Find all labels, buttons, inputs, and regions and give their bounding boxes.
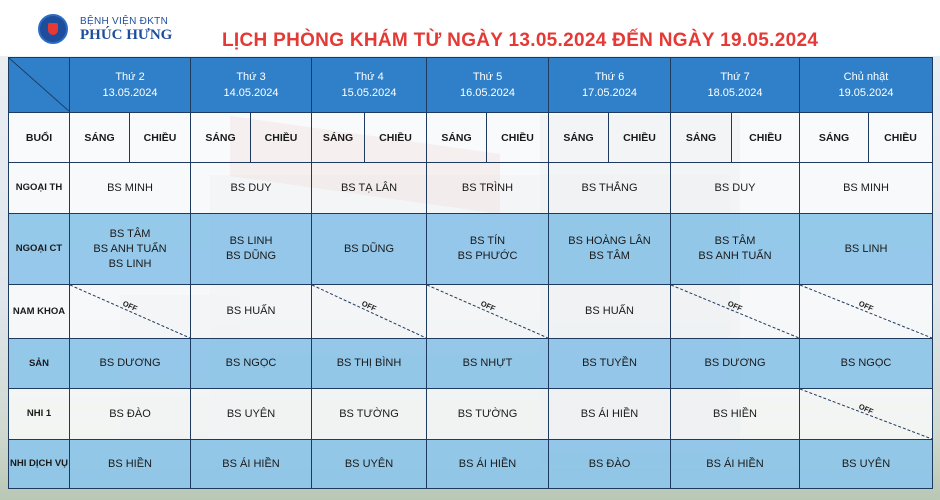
- doctor-cell: [800, 339, 933, 389]
- doctor-name: BS LINH: [229, 235, 273, 247]
- doctor-cell: [312, 339, 427, 389]
- doctor-name: BS ĐÀO: [588, 457, 631, 470]
- session-morning: SÁNG: [549, 113, 609, 163]
- doctor-name: BS HUẤN: [585, 305, 634, 317]
- doctor-cell: [312, 214, 427, 285]
- off-label: OFF: [857, 299, 875, 314]
- doctor-cell: [427, 389, 549, 440]
- day-date: 16.05.2024: [459, 87, 516, 99]
- session-morning: SÁNG: [427, 113, 487, 163]
- department-label: NAM KHOA: [9, 285, 70, 339]
- day-header: [800, 58, 933, 113]
- hospital-name-line2: PHÚC HƯNG: [80, 27, 173, 43]
- schedule-row: [9, 285, 933, 339]
- corner-cell: [9, 58, 70, 113]
- session-morning: SÁNG: [312, 113, 365, 163]
- schedule-row: [9, 214, 933, 285]
- doctor-cell: [191, 339, 312, 389]
- doctor-name: BS UYÊN: [344, 457, 394, 470]
- doctor-name: BS HIỀN: [107, 457, 152, 470]
- doctor-name: BS UYÊN: [226, 407, 276, 420]
- doctor-name: BS DŨNG: [225, 250, 277, 262]
- doctor-name: BS TÂM: [589, 250, 630, 262]
- day-date: 18.05.2024: [707, 87, 763, 99]
- session-morning: SÁNG: [191, 113, 251, 163]
- doctor-name: BS UYÊN: [841, 457, 891, 470]
- day-name: Thứ 6: [594, 71, 625, 83]
- doctor-name: BS MINH: [843, 181, 889, 194]
- doctor-name: BS TƯỜNG: [339, 407, 399, 420]
- session-afternoon: CHIỀU: [130, 113, 191, 163]
- doctor-cell: [671, 389, 800, 440]
- doctor-cell: [800, 440, 933, 489]
- doctor-cell: [312, 389, 427, 440]
- doctor-cell: [191, 389, 312, 440]
- schedule-row: [9, 389, 933, 440]
- session-afternoon: CHIỀU: [869, 113, 933, 163]
- day-header: [549, 58, 671, 113]
- doctor-cell: [70, 339, 191, 389]
- off-label: OFF: [478, 299, 497, 314]
- doctor-name: BS NGỌC: [225, 357, 277, 369]
- doctor-name: BS MINH: [107, 181, 153, 194]
- doctor-cell: [427, 214, 549, 285]
- doctor-cell: [70, 214, 191, 285]
- page-title: LỊCH PHÒNG KHÁM TỪ NGÀY 13.05.2024 ĐẾN NGÀY 19.05.2024: [222, 30, 819, 51]
- off-cell: [800, 389, 933, 440]
- doctor-cell: [312, 440, 427, 489]
- doctor-name: BS TÂM: [714, 235, 756, 247]
- doctor-name: BS ÁI HIỀN: [222, 457, 280, 470]
- session-header-row: [9, 113, 933, 163]
- day-name: Chủ nhật: [843, 71, 889, 83]
- session-afternoon: CHIỀU: [609, 113, 671, 163]
- doctor-name: BS DUY: [230, 181, 272, 194]
- doctor-cell: [671, 440, 800, 489]
- schedule-row: [9, 163, 933, 214]
- doctor-name: BS DUY: [714, 181, 756, 194]
- page-header: [0, 0, 940, 56]
- doctor-name: BS ÁI HIỀN: [580, 407, 639, 420]
- doctor-cell: [191, 214, 312, 285]
- doctor-cell: [549, 214, 671, 285]
- day-header: [70, 58, 191, 113]
- doctor-name: BS ÁI HIỀN: [458, 457, 517, 470]
- day-header: [312, 58, 427, 113]
- doctor-cell: [191, 163, 312, 214]
- doctor-cell: [70, 389, 191, 440]
- doctor-cell: [549, 440, 671, 489]
- department-label: NGOẠI TH: [9, 163, 70, 214]
- department-label: SẢN: [9, 339, 70, 389]
- session-afternoon: CHIỀU: [732, 113, 800, 163]
- doctor-cell: [70, 440, 191, 489]
- doctor-name: BS NHỰT: [462, 357, 513, 369]
- doctor-name: BS HIỀN: [712, 407, 757, 420]
- off-label: OFF: [726, 299, 744, 314]
- doctor-cell: [191, 440, 312, 489]
- session-morning: SÁNG: [671, 113, 732, 163]
- session-afternoon: CHIỀU: [251, 113, 312, 163]
- doctor-cell: [312, 163, 427, 214]
- doctor-cell: [800, 163, 933, 214]
- off-label: OFF: [857, 401, 875, 417]
- day-header: [671, 58, 800, 113]
- doctor-name: BS LINH: [844, 242, 888, 255]
- doctor-name: BS THỊ BÌNH: [336, 357, 402, 369]
- doctor-cell: [191, 285, 312, 339]
- day-header: [191, 58, 312, 113]
- doctor-cell: [800, 214, 933, 285]
- doctor-name: BS HUẤN: [226, 305, 276, 317]
- doctor-cell: [549, 389, 671, 440]
- session-afternoon: CHIỀU: [487, 113, 549, 163]
- doctor-cell: [671, 163, 800, 214]
- off-cell: [427, 285, 549, 339]
- doctor-cell: [549, 339, 671, 389]
- doctor-name: BS DƯƠNG: [99, 357, 161, 369]
- doctor-cell: [427, 440, 549, 489]
- doctor-name: BS TUYỀN: [582, 357, 637, 369]
- schedule-row: [9, 339, 933, 389]
- doctor-cell: [427, 163, 549, 214]
- day-date: 17.05.2024: [581, 87, 638, 99]
- off-cell: [70, 285, 191, 339]
- session-morning: SÁNG: [800, 113, 869, 163]
- hospital-name-line1: BỆNH VIỆN ĐKTN: [80, 16, 169, 27]
- doctor-cell: [549, 163, 671, 214]
- doctor-name: BS ANH TUẤN: [698, 250, 772, 262]
- session-morning: SÁNG: [70, 113, 130, 163]
- day-name: Thứ 7: [720, 71, 750, 83]
- doctor-name: BS DƯƠNG: [704, 357, 766, 369]
- doctor-name: BS LINH: [108, 257, 152, 270]
- doctor-name: BS NGỌC: [840, 357, 892, 369]
- day-date: 14.05.2024: [223, 87, 279, 99]
- day-name: Thứ 5: [472, 71, 503, 83]
- doctor-name: BS TƯỜNG: [457, 407, 518, 420]
- day-header: [427, 58, 549, 113]
- day-date: 19.05.2024: [838, 87, 894, 99]
- off-cell: [671, 285, 800, 339]
- doctor-name: BS DŨNG: [343, 242, 395, 255]
- doctor-cell: [671, 214, 800, 285]
- schedule-table: [8, 57, 933, 489]
- hospital-logo-icon: [38, 14, 68, 44]
- day-name: Thứ 3: [236, 71, 266, 83]
- schedule-row: [9, 440, 933, 489]
- session-afternoon: CHIỀU: [365, 113, 427, 163]
- doctor-name: BS TRÌNH: [461, 181, 514, 194]
- day-date: 13.05.2024: [102, 87, 158, 99]
- doctor-name: BS PHƯỚC: [457, 250, 518, 262]
- doctor-name: BS ÁI HIỀN: [706, 457, 764, 470]
- doctor-cell: [549, 285, 671, 339]
- doctor-cell: [671, 339, 800, 389]
- off-label: OFF: [121, 299, 139, 314]
- doctor-cell: [427, 339, 549, 389]
- doctor-name: BS TÂM: [109, 227, 151, 240]
- doctor-name: BS TÍN: [469, 235, 506, 247]
- off-cell: [800, 285, 933, 339]
- doctor-name: BS TẠ LÂN: [340, 181, 398, 194]
- department-label: NHI 1: [9, 389, 70, 440]
- doctor-name: BS ĐÀO: [109, 407, 151, 420]
- doctor-name: BS HOÀNG LÂN: [568, 235, 651, 247]
- day-name: Thứ 2: [115, 71, 145, 83]
- doctor-name: BS THẮNG: [581, 181, 638, 194]
- session-label: BUỔI: [9, 113, 70, 163]
- day-date: 15.05.2024: [341, 87, 397, 99]
- department-label: NGOẠI CT: [9, 214, 70, 285]
- doctor-name: BS ANH TUẤN: [93, 242, 167, 255]
- doctor-cell: [70, 163, 191, 214]
- off-label: OFF: [360, 299, 378, 314]
- department-label: NHI DỊCH VỤ: [9, 440, 70, 489]
- off-cell: [312, 285, 427, 339]
- day-name: Thứ 4: [354, 71, 384, 83]
- day-header-row: [9, 58, 933, 113]
